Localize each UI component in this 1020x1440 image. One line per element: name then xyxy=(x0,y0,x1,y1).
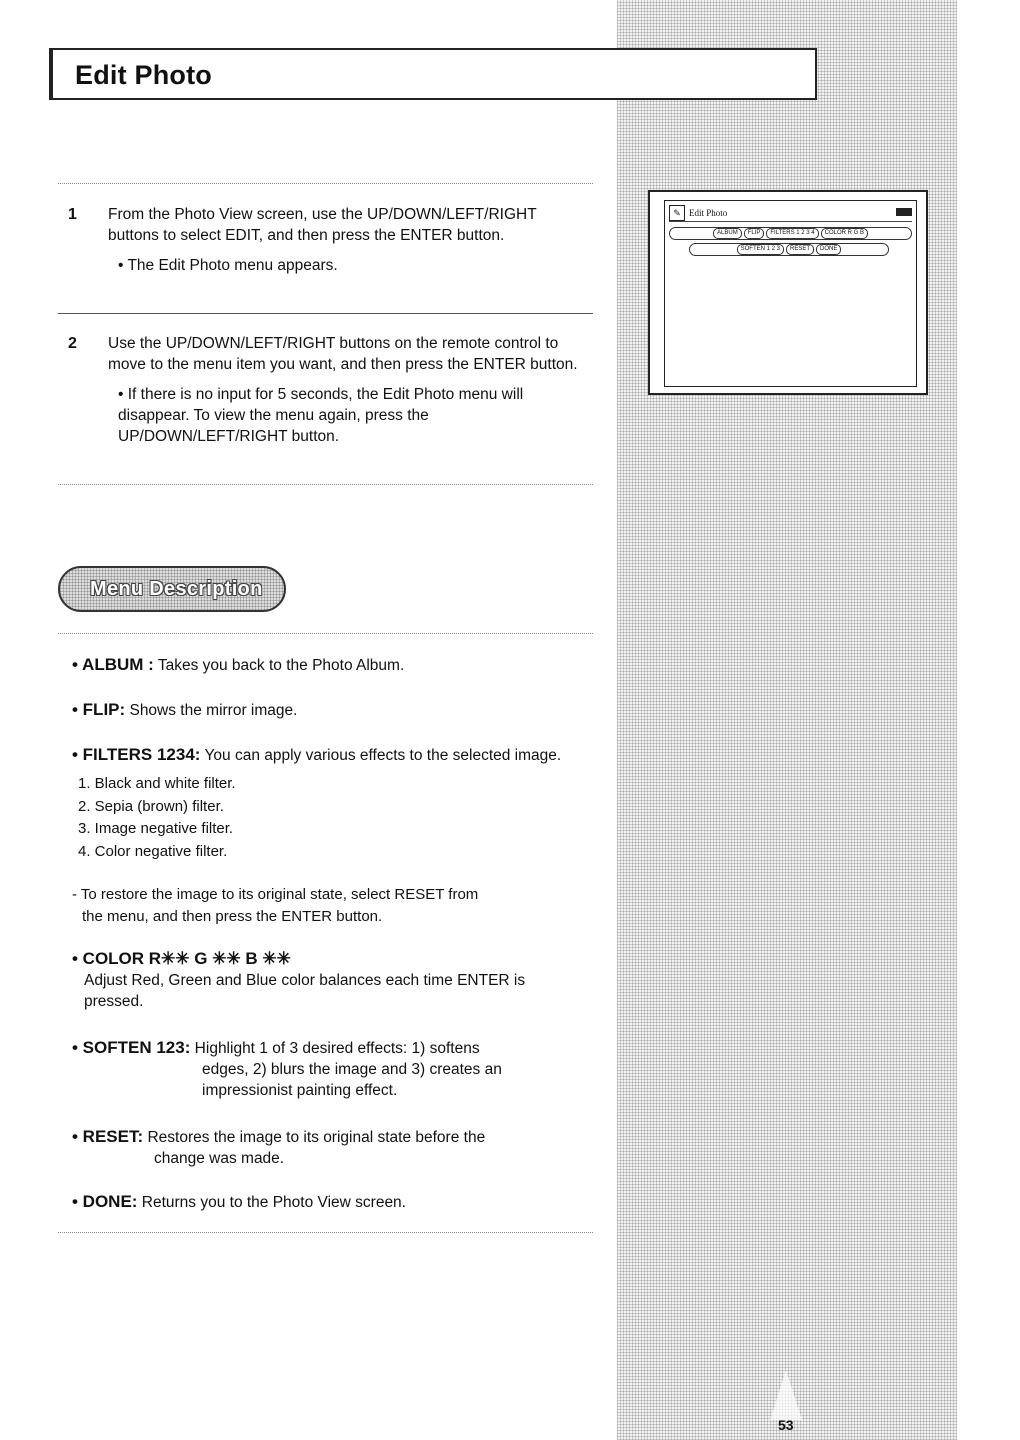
divider xyxy=(58,183,593,184)
item-label: • FILTERS 1234: xyxy=(72,745,201,764)
item-label: • RESET: xyxy=(72,1127,144,1146)
item-text: change was made. xyxy=(154,1150,285,1167)
item-text: impressionist painting effect. xyxy=(202,1082,398,1099)
step-number: 2 xyxy=(68,335,77,352)
step-text: From the Photo View screen, use the UP/DOWN/LEFT/RIGHT buttons to select EDIT, and then press the ENTER button. xyxy=(108,206,537,244)
divider xyxy=(58,484,593,485)
screen-menu-row-1 xyxy=(669,227,912,240)
item-text: Restores the image to its original state before the xyxy=(143,1129,486,1146)
item-color xyxy=(72,948,602,1012)
item-reset xyxy=(72,1126,602,1169)
menu-album: ALBUM xyxy=(713,228,742,239)
tv-screen-illustration xyxy=(648,190,928,395)
menu-done: DONE xyxy=(816,244,841,255)
menu-flip: FLIP xyxy=(744,228,765,239)
item-text: edges, 2) blurs the image and 3) creates an xyxy=(202,1061,502,1078)
step-2 xyxy=(58,333,593,447)
page-number: 53 xyxy=(778,1417,794,1433)
item-soften xyxy=(72,1037,602,1101)
item-label: • DONE: xyxy=(72,1192,138,1211)
item-label: • ALBUM : xyxy=(72,655,154,674)
item-done xyxy=(72,1191,602,1213)
item-text: Highlight 1 of 3 desired effects: 1) softens xyxy=(190,1040,480,1057)
step-note: • If there is no input for 5 seconds, the Edit Photo menu will disappear. To view the menu again, press the UP/DOWN/LEFT/RIGHT button. xyxy=(118,386,524,445)
screen-header-label: Edit Photo xyxy=(689,208,728,218)
title-bar xyxy=(49,48,817,100)
divider xyxy=(58,633,593,634)
page-title: Edit Photo xyxy=(75,60,212,90)
menu-color: COLOR R G B xyxy=(821,228,868,239)
item-text: You can apply various effects to the selected image. xyxy=(200,747,562,764)
step-1 xyxy=(58,204,593,276)
badge-label: Menu Description xyxy=(90,578,263,600)
filter-item: 4. Color negative filter. xyxy=(78,843,228,860)
item-filters xyxy=(72,744,612,766)
item-label: • FLIP: xyxy=(72,700,126,719)
item-album xyxy=(72,654,602,676)
step-note: • The Edit Photo menu appears. xyxy=(118,257,338,274)
filter-item: 3. Image negative filter. xyxy=(78,820,234,837)
menu-soften: SOFTEN 1 2 3 xyxy=(737,244,784,255)
restore-note: the menu, and then press the ENTER button. xyxy=(82,908,383,925)
item-text: Shows the mirror image. xyxy=(125,702,298,719)
restore-note: - To restore the image to its original state, select RESET from xyxy=(72,886,479,903)
screen-header xyxy=(669,205,912,222)
edit-icon: ✎ xyxy=(669,205,685,221)
step-text: Use the UP/DOWN/LEFT/RIGHT buttons on the remote control to move to the menu item you want, and then press the ENTER button. xyxy=(108,335,578,373)
item-label: • SOFTEN 123: xyxy=(72,1038,191,1057)
page-arrow-icon xyxy=(770,1370,802,1420)
item-text: Adjust Red, Green and Blue color balances each time ENTER is pressed. xyxy=(84,972,526,1010)
divider xyxy=(58,313,593,314)
filter-item: 2. Sepia (brown) filter. xyxy=(78,798,224,815)
filter-item: 1. Black and white filter. xyxy=(78,775,236,792)
item-text: Returns you to the Photo View screen. xyxy=(137,1194,406,1211)
item-text: Takes you back to the Photo Album. xyxy=(153,657,405,674)
step-number: 1 xyxy=(68,206,77,223)
screen-menu-row-2 xyxy=(689,243,889,256)
battery-icon xyxy=(896,208,912,216)
item-label: • COLOR R✳✳ G ✳✳ B ✳✳ xyxy=(72,949,291,968)
screen-display xyxy=(664,200,917,387)
divider xyxy=(58,1232,593,1233)
item-flip xyxy=(72,699,602,721)
menu-reset: RESET xyxy=(786,244,814,255)
menu-filters: FILTERS 1 2 3 4 xyxy=(766,228,818,239)
menu-description-badge xyxy=(58,566,286,612)
